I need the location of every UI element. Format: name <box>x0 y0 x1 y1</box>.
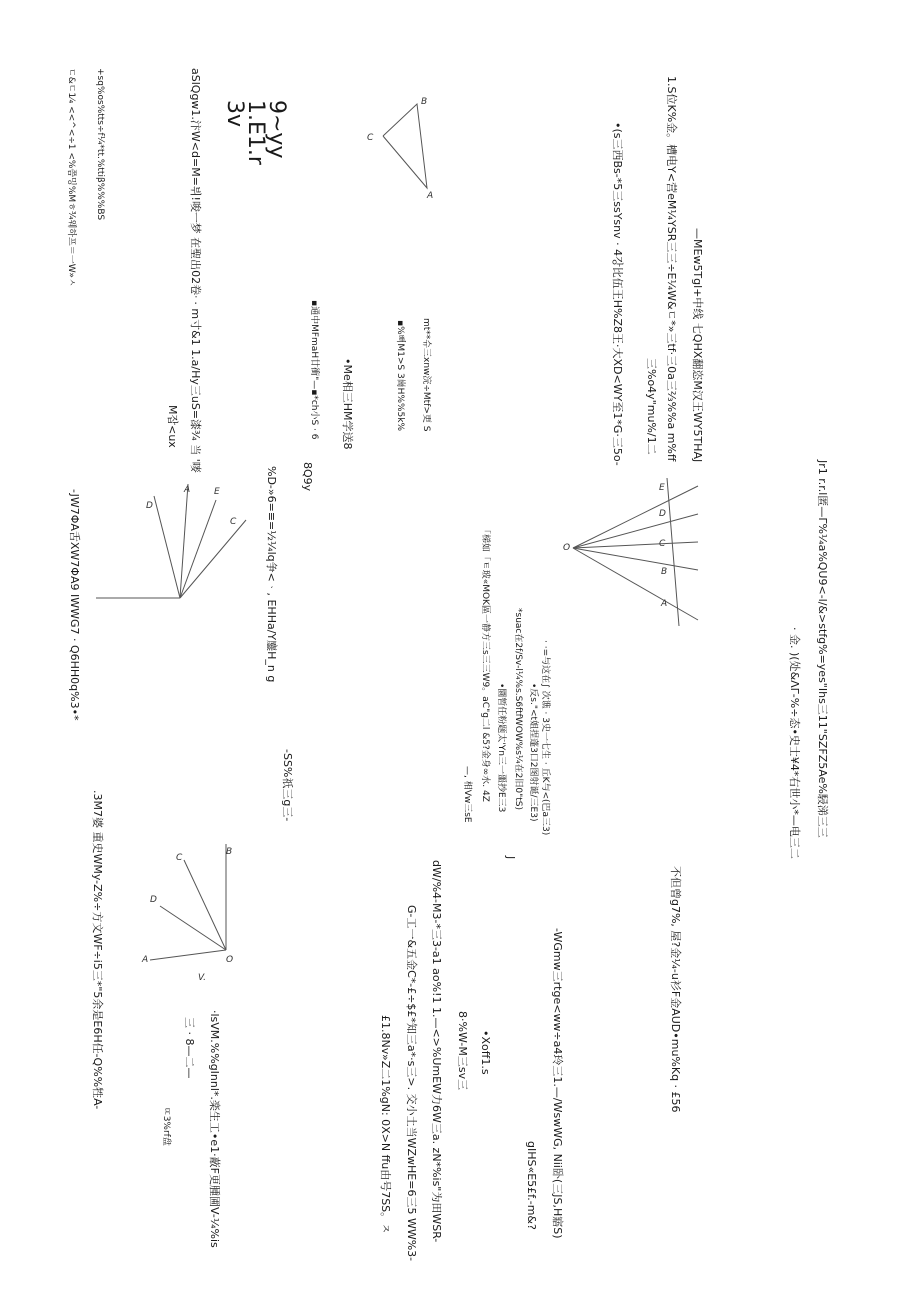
fan-lower-label-c: C <box>176 853 183 863</box>
column-1-line-1: ㄷ&ㄷ1⁄₄ <<^<÷1 <%쯤밍%Mㅎ¾웨하프＝一W»ㅅ <box>66 68 76 287</box>
column-14-line-1: Jr1 r.r.l匿—Γ%¼a%QU9<-l/&>stfg%=yes"Ihs三11"SZFZ5Ae%駸涕三三 <box>816 460 829 838</box>
column-1-line-2: +sq%os%tts÷f¼*tt.%ttiβ%%%BS <box>95 68 105 221</box>
fan-upper-label-b: B <box>661 567 668 577</box>
column-12-line-4: 8·%W-M三sv三 <box>456 1011 469 1091</box>
column-11-line-1: •反s."<t姐捏蓬3口2图射诞/三E3) <box>528 683 538 822</box>
column-10-line-1: · ·=与这在∫ 次谯 · 3史一七生 · 丘K与<(巴a三3) <box>540 640 550 836</box>
column-13-line-1: •Xoff1.s <box>479 1030 492 1075</box>
column-10-line-2: 「梯如「ㅌ玻«MOK區一静方三s三三W9。aC"g二l &5?金身∞水. 4Z <box>480 525 490 802</box>
column-12-line-3: G-工一&五金C*-£÷$£*知三a*·s三>. 交小土当WZwHE=6三5 WW%3- <box>405 905 418 1262</box>
column-2-line-2: M잡<ux <box>166 405 179 448</box>
fan-figure-upper <box>555 470 715 630</box>
column-4-line-1: —MEw5Tgl+中线 七QHX翻恣M汉王WY5THAJ <box>691 228 704 463</box>
column-10-line-3: —, 相Vw三sE <box>462 766 472 823</box>
column-6-line-2: ▪%뻐M1>S 3崗H%%5k% <box>395 320 405 432</box>
column-3-line-2: 三%o4y"mu%/1二 <box>645 358 658 455</box>
column-16-line-1: 不但曾g7%, 屋?金¼-u衫F金AUD•mu%Kq · £56 <box>669 866 682 1113</box>
column-13-line-2: ·lsVM.%%gInnl*.楽生工•e1·蔽F更腫圃V-¼%is <box>208 1010 221 1248</box>
fan-middle-label-a: A <box>184 485 191 495</box>
fan-middle-ray-c <box>180 520 246 598</box>
fan-lower-label-o: O <box>226 955 234 965</box>
triangle-label-c: C <box>367 133 374 143</box>
column-3-line-1: 1.S位K%金。槽电Y<营eM¼YSR三三÷E¼W&ㄷ*»三tf·三0a三⅔%%a m%ff <box>665 76 678 462</box>
column-9-line-1: -JW7ΦA舌XW7ΦA9 IWWG7 · Q6HH0q%3•* <box>68 489 81 721</box>
column-5-line-2: 8Q9y <box>301 462 314 492</box>
column-8-line-2: -SS%祇三g三- <box>281 749 294 822</box>
fan-upper-label-a: A <box>661 599 668 609</box>
column-12-line-2: dW/%4-M3-*三3-a1 ao%!1 1.—<>%UmEW力6W三a. zN*%is"为田WSR- <box>430 860 443 1243</box>
fan-middle-label-e: E <box>214 487 220 497</box>
fan-upper-ray-e <box>573 486 698 548</box>
column-15-line-1: -WGmw三rtge<ww÷a4玲三1.—/WswWG, Nii卧(三JS,H寤S) <box>551 928 564 1239</box>
fan-upper-label-c: C <box>659 539 666 549</box>
column-13-line-3: 三 · 8—二— <box>183 1017 196 1079</box>
column-14-line-2: · 金. )(处&ΛΓ-%÷态•史士¥4*右世小*—电三二 <box>788 627 801 859</box>
fan-upper-label-e: E <box>659 483 665 493</box>
fan-middle-label-d: D <box>146 501 153 511</box>
triangle-edges <box>383 104 427 188</box>
fan-lower-label-d: D <box>150 895 157 905</box>
triangle-label-b: B <box>421 97 428 107</box>
fan-upper-label-o: O <box>563 543 571 553</box>
column-13-line-4: ㄸ3%rf盘 <box>161 1107 171 1146</box>
column-2-line-1: aSlQgw1.汴W<d=M=뷔!唆ㅡ梦 在聖出02卷ᐧ · m寸&1 1.a/Hy三uS=漆¾ 当 '嘜 <box>189 68 202 473</box>
column-15-line-2: gIHS«E5£f.-m&? <box>525 1141 538 1230</box>
column-12-line-5: £1.8Nv»Z二1%gN: 0X>N ffu由号7SS。ㅈ <box>379 1015 392 1234</box>
column-9-line-2: .3M7婆 重史WMy-Z%÷方文WF÷i5三*"5余是E6H任-Q%%牲A- <box>91 790 104 1110</box>
column-11-line-2: *suac在2f/Sv-l¼%s.S6ftfWOW%s¼在2旧0"tS) <box>513 608 523 810</box>
fan-lower-label-v: V. <box>198 973 206 983</box>
triangle-figure <box>355 88 445 208</box>
fan-upper-transversal <box>667 478 679 626</box>
column-7-line-1: ▪通中MFmaH廿衝"—▪*ch小S · 6 <box>309 300 319 440</box>
column-12-line-1: J <box>504 856 517 860</box>
column-2-fraction: 9~yy 1.E1.r 3v <box>222 100 289 165</box>
fan-middle-label-c: C <box>230 517 237 527</box>
fan-middle-ray-d <box>154 496 180 598</box>
triangle-label-a: A <box>427 191 434 201</box>
fan-figure-lower <box>138 840 243 990</box>
fan-figure-middle <box>92 470 252 610</box>
column-5-line-1: •Me相三HM学送8 <box>341 358 354 450</box>
column-11-line-3: •圜暂任粉题太'Yn三一噩抄E三3 <box>496 683 506 813</box>
column-6-line-1: mt**슈三xnw浣÷Mtf>更 S <box>421 318 431 432</box>
fan-lower-label-a: A <box>142 955 149 965</box>
column-8-line-1: %D-»6=≡=½¼lq争<ᆞ, EHHa/Y鏖H_n g <box>265 466 278 683</box>
column-3-line-3: •(s三西Bs-*5三ssYsnv · 4강比伍王H%Z8王·大XD<WY至1*G·三5o- <box>611 122 624 466</box>
fan-lower-ray-a <box>150 950 226 960</box>
fan-lower-label-b: B <box>226 847 233 857</box>
fan-upper-label-d: D <box>659 509 666 519</box>
